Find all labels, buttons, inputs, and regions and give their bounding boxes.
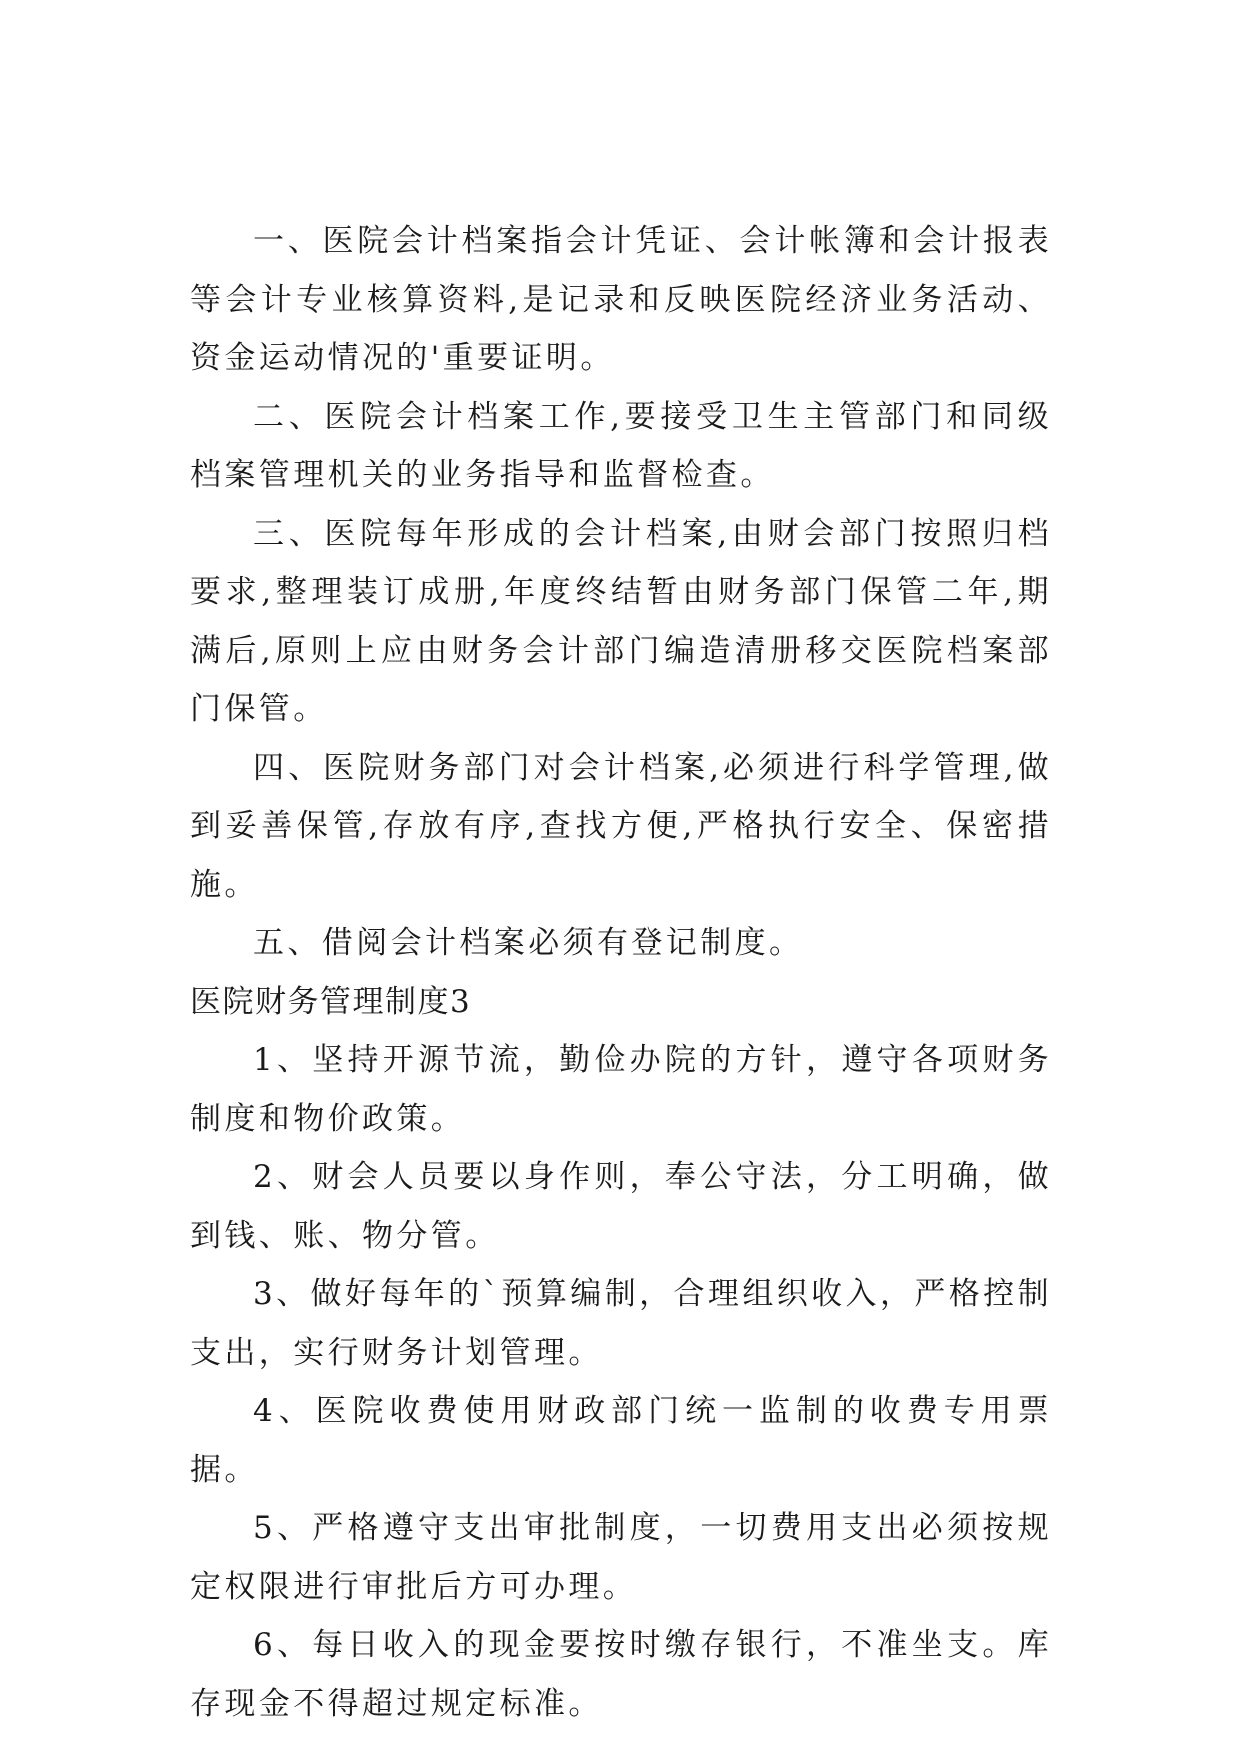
paragraph-archive-borrowing: 五、借阅会计档案必须有登记制度。 <box>253 925 804 961</box>
document-body <box>190 212 1052 1733</box>
paragraph-rule-2: 2、财会人员要以身作则，奉公守法，分工明确，做到钱、账、物分管。 <box>190 1159 1052 1254</box>
paragraph-archive-management: 四、医院财务部门对会计档案,必须进行科学管理,做到妥善保管,存放有序,查找方便,严格执行安全、保密措施。 <box>190 749 1052 903</box>
paragraph-rule-6: 6、每日收入的现金要按时缴存银行，不准坐支。库存现金不得超过规定标准。 <box>190 1627 1052 1722</box>
paragraph-rule-4: 4、医院收费使用财政部门统一监制的收费专用票据。 <box>190 1393 1052 1488</box>
paragraph-archive-definition: 一、医院会计档案指会计凭证、会计帐簿和会计报表等会计专业核算资料,是记录和反映医院经济业务活动、资金运动情况的'重要证明。 <box>190 223 1052 376</box>
paragraph-rule-1: 1、坚持开源节流，勤俭办院的方针，遵守各项财务制度和物价政策。 <box>190 1042 1052 1137</box>
paragraph-rule-3: 3、做好每年的`预算编制，合理组织收入，严格控制支出，实行财务计划管理。 <box>190 1276 1052 1371</box>
paragraph-archive-supervision: 二、医院会计档案工作,要接受卫生主管部门和同级档案管理机关的业务指导和监督检查。 <box>190 398 1052 493</box>
paragraph-rule-5: 5、严格遵守支出审批制度，一切费用支出必须按规定权限进行审批后方可办理。 <box>190 1510 1052 1605</box>
paragraph-archive-custody: 三、医院每年形成的会计档案,由财会部门按照归档要求,整理装订成册,年度终结暂由财务部门保管二年,期满后,原则上应由财务会计部门编造清册移交医院档案部门保管。 <box>190 515 1052 727</box>
section-heading: 医院财务管理制度3 <box>190 983 472 1020</box>
